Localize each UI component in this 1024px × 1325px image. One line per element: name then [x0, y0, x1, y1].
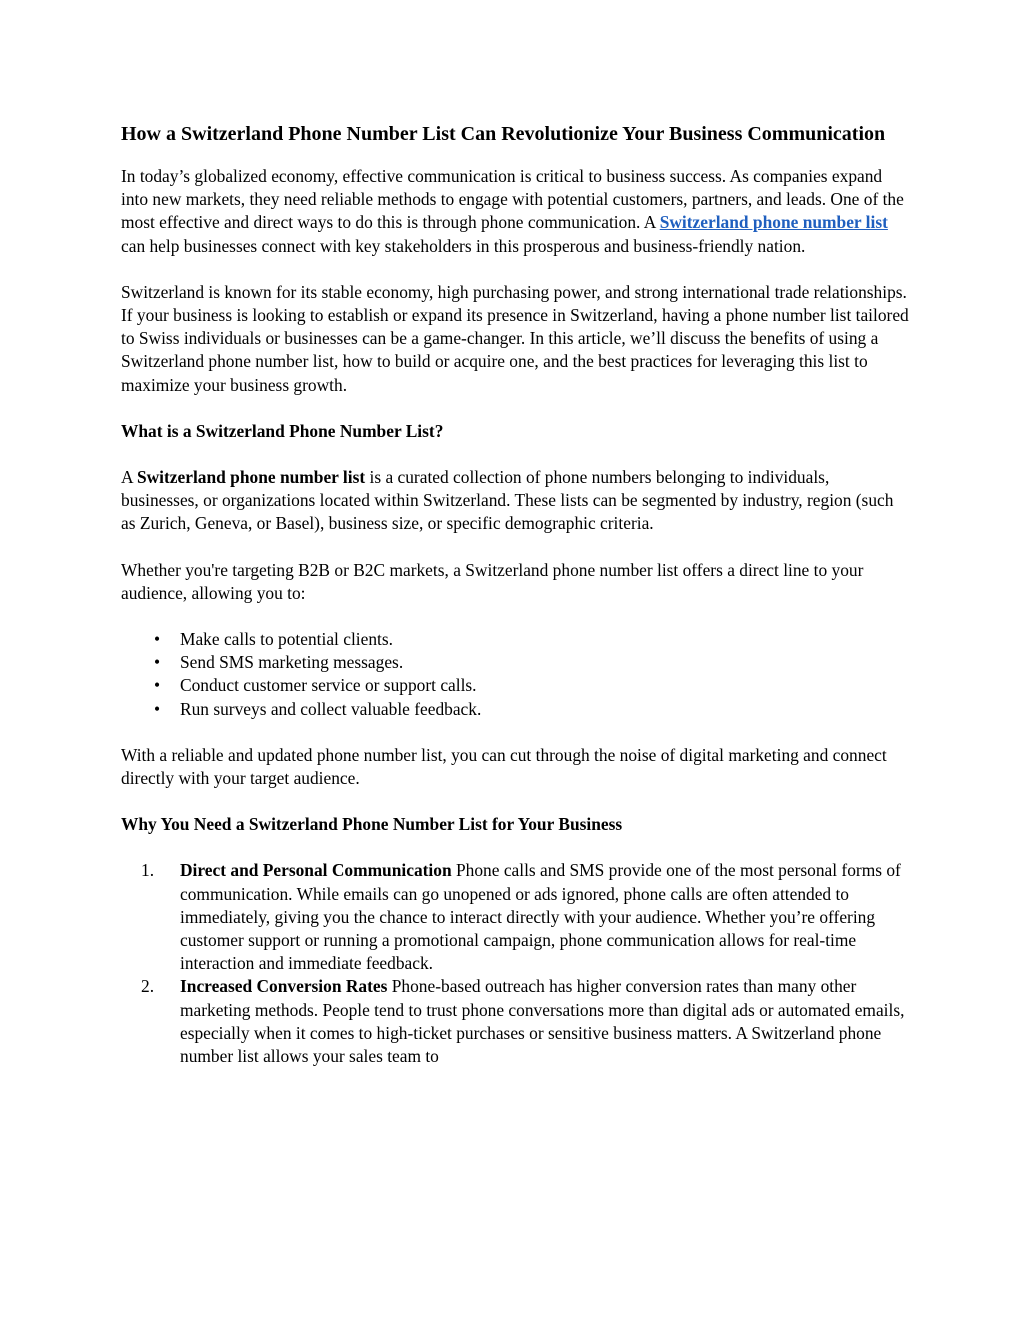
overview-paragraph: Switzerland is known for its stable economy, high purchasing power, and strong international trade relationships. If your business is looking to establish or expand its presence in Switzerland, having a phone number list tailored to Swiss individuals or businesses can be a game-changer. In this article, we’ll discuss the benefits of using a Switzerland phone number list, how to build or acquire one, and the best practices for leveraging this list to maximize your business growth. [121, 281, 909, 395]
intro-paragraph [121, 165, 911, 258]
numbered-item [121, 859, 911, 975]
bullet-icon: • [154, 629, 161, 650]
list-item [121, 628, 911, 651]
item-title: Increased Conversion Rates [180, 976, 388, 997]
list-item-text: Run surveys and collect valuable feedback. [180, 698, 482, 719]
section-heading-what-is: What is a Switzerland Phone Number List? [121, 420, 444, 441]
item-text: Phone calls and SMS provide one of the most personal forms of communication. While emails can go unopened or ads ignored, phone calls are often attended to immediately, giving you the chance to interact directly with your audience. Whether you’re offering customer support or running a promotional campaign, phone communication allows for real-time interaction and immediate feedback. [180, 860, 901, 974]
numbered-item [121, 975, 911, 1068]
benefits-bullet-list [121, 628, 911, 721]
list-item [121, 698, 911, 721]
section-heading-why-need: Why You Need a Switzerland Phone Number List for Your Business [121, 814, 623, 835]
list-item-text: Make calls to potential clients. [180, 629, 393, 650]
bullet-icon: • [154, 698, 161, 719]
definition-term: Switzerland phone number list [136, 467, 366, 488]
reasons-numbered-list [121, 859, 911, 1068]
list-item-text: Send SMS marketing messages. [180, 652, 404, 673]
definition-prefix: A [121, 467, 137, 488]
item-number: 2. [141, 976, 155, 997]
conclusion-paragraph: With a reliable and updated phone number list, you can cut through the noise of digital marketing and connect directly with your target audience. [121, 744, 887, 789]
page-title: How a Switzerland Phone Number List Can Revolutionize Your Business Communication [121, 123, 886, 145]
targeting-paragraph: Whether you're targeting B2B or B2C markets, a Switzerland phone number list offers a direct line to your audience, allowing you to: [121, 559, 864, 603]
definition-paragraph [121, 466, 911, 536]
document-page [121, 121, 911, 1068]
bullet-icon: • [154, 675, 161, 696]
intro-text-after-link: can help businesses connect with key stakeholders in this prosperous and business-friendly nation. [121, 235, 806, 256]
list-item [121, 674, 911, 697]
item-text: Phone-based outreach has higher conversion rates than many other marketing methods. People tend to trust phone conversations more than digital ads or automated emails, especially when it comes to high-ticket purchases or sensitive business matters. A Switzerland phone number list allows your sales team to [180, 976, 905, 1067]
item-title: Direct and Personal Communication [180, 860, 452, 881]
list-item [121, 651, 911, 674]
definition-text: is a curated collection of phone numbers belonging to individuals, businesses, or organizations located within Switzerland. These lists can be segmented by industry, region (such as Zurich, Geneva, or Basel), business size, or specific demographic criteria. [121, 467, 894, 534]
list-item-text: Conduct customer service or support calls. [180, 675, 477, 696]
switzerland-phone-number-list-link[interactable]: Switzerland phone number list [659, 212, 888, 233]
bullet-icon: • [154, 652, 161, 673]
item-number: 1. [141, 860, 155, 881]
intro-text-before-link: In today’s globalized economy, effective communication is critical to business success. As companies expand into new markets, they need reliable methods to engage with potential customers, partners, and leads. One of the most effective and direct ways to do this is through phone communication. A [121, 166, 904, 233]
